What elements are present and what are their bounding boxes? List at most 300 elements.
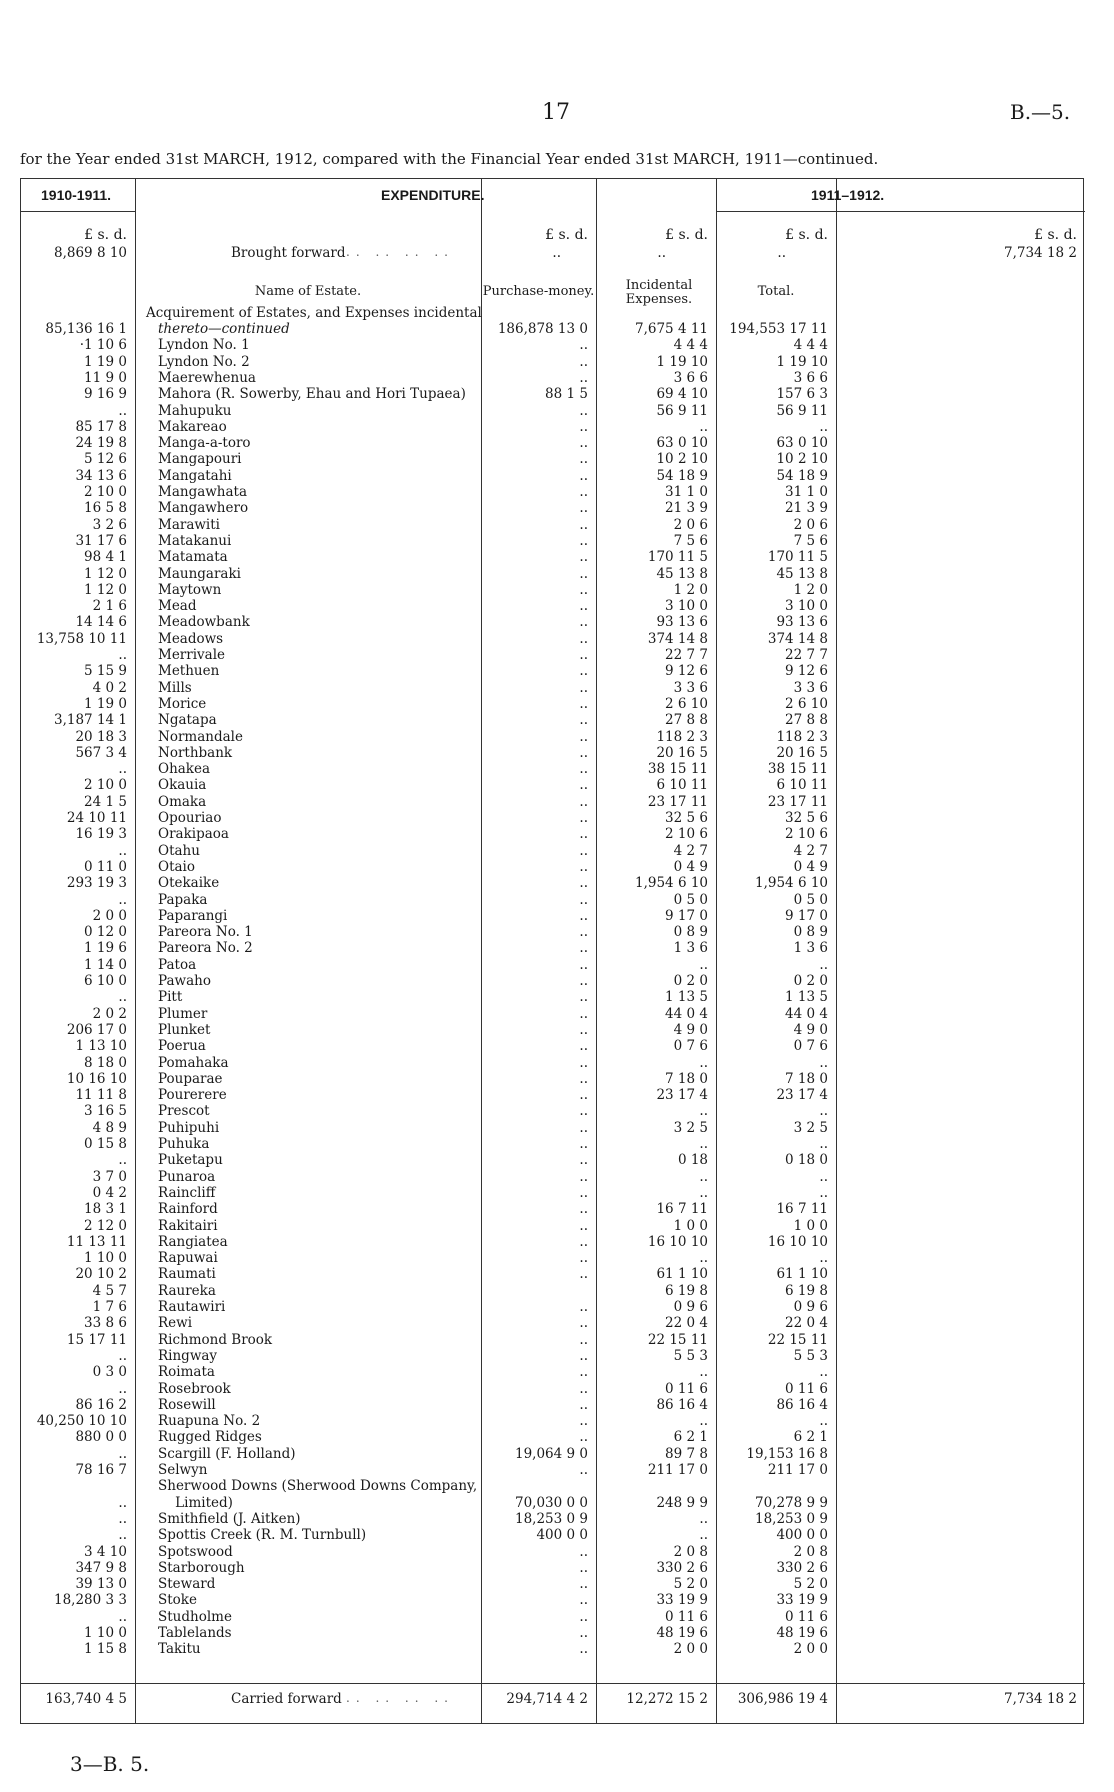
row-incidental-expenses: 7,675 4 11	[635, 321, 708, 337]
row-total: 0 11 6	[785, 1380, 828, 1397]
row-total: ..	[819, 1413, 828, 1430]
row-total: 0 7 6	[793, 1038, 828, 1055]
row-prev-year: 85,136 16 1	[45, 321, 127, 337]
row-purchase-money: ..	[579, 1299, 588, 1315]
row-total: 9 17 0	[785, 907, 828, 924]
row-incidental-expenses: 3 6 6	[673, 369, 708, 386]
row-prev-year: 4 8 9	[92, 1119, 127, 1136]
row-total: 330 2 6	[776, 1559, 828, 1576]
row-incidental-expenses: 1,954 6 10	[635, 875, 708, 892]
expenditure-table	[20, 178, 1084, 1724]
row-estate-name: Pomahaka	[158, 1054, 229, 1071]
row-incidental-expenses: 3 3 6	[673, 679, 708, 696]
row-purchase-money: ..	[579, 1396, 588, 1413]
row-total: 10 2 10	[776, 451, 828, 468]
column-rule	[135, 179, 136, 1723]
row-total: 6 2 1	[793, 1429, 828, 1446]
row-prev-year: 0 15 8	[84, 1136, 127, 1152]
row-estate-name: Okauia	[158, 777, 207, 794]
row-total: 2 0 6	[793, 516, 828, 533]
row-estate-name: Mangapouri	[158, 451, 242, 468]
row-purchase-money: ..	[579, 1184, 588, 1201]
row-total: ..	[819, 956, 828, 973]
carried-forward-incidental: 12,272 15 2	[626, 1691, 708, 1707]
row-purchase-money: ..	[579, 1250, 588, 1267]
row-total: 56 9 11	[776, 402, 828, 419]
row-purchase-money: ..	[579, 973, 588, 989]
carried-forward-curr: 7,734 18 2	[1004, 1691, 1077, 1707]
row-prev-year: 98 4 1	[84, 549, 127, 566]
row-purchase-money: ..	[579, 467, 588, 484]
row-total: ..	[819, 1054, 828, 1071]
row-prev-year: ..	[118, 402, 127, 419]
row-total: 5 5 3	[793, 1347, 828, 1364]
row-estate-name: Pareora No. 2	[158, 940, 253, 957]
row-prev-year: 16 19 3	[75, 826, 127, 843]
row-incidental-expenses: 38 15 11	[647, 761, 708, 778]
row-estate-name: Punaroa	[158, 1168, 216, 1185]
row-purchase-money: ..	[579, 858, 588, 875]
row-total: ..	[819, 1103, 828, 1120]
row-prev-year: 5 12 6	[84, 451, 127, 468]
row-estate-name: Pouparae	[158, 1070, 223, 1087]
row-purchase-money: ..	[579, 1233, 588, 1250]
row-total: 61 1 10	[776, 1266, 828, 1283]
row-incidental-expenses: 4 9 0	[673, 1021, 708, 1038]
name-column-header: Name of Estate.	[254, 284, 362, 299]
row-estate-name: Ringway	[158, 1347, 218, 1364]
row-prev-year: 1 10 0	[84, 1625, 127, 1641]
row-incidental-expenses: 56 9 11	[656, 402, 708, 419]
row-estate-name: Rugged Ridges	[158, 1429, 262, 1446]
row-incidental-expenses: 7 5 6	[673, 532, 708, 549]
row-incidental-expenses: 0 7 6	[673, 1038, 708, 1055]
row-incidental-expenses: 4 4 4	[673, 337, 708, 354]
row-total: 19,153 16 8	[746, 1445, 828, 1462]
row-incidental-expenses: 0 11 6	[665, 1380, 708, 1397]
row-incidental-expenses: ..	[699, 1364, 708, 1381]
row-prev-year: 11 9 0	[84, 369, 127, 386]
row-incidental-expenses: ..	[699, 956, 708, 973]
row-incidental-expenses: 330 2 6	[656, 1559, 708, 1576]
row-estate-name: Rangiatea	[158, 1233, 228, 1250]
row-prev-year: 567 3 4	[75, 744, 127, 761]
row-purchase-money: ..	[579, 1429, 588, 1446]
row-incidental-expenses: 31 1 0	[665, 484, 708, 500]
row-estate-name: Selwyn	[158, 1462, 208, 1478]
row-total: 211 17 0	[767, 1462, 828, 1478]
row-prev-year: 40,250 10 10	[36, 1413, 127, 1430]
row-estate-name: Raumati	[158, 1266, 216, 1283]
row-estate-name: Rosebrook	[158, 1380, 231, 1397]
row-incidental-expenses: 44 0 4	[665, 1005, 708, 1022]
row-estate-name: Meadows	[158, 630, 224, 647]
row-prev-year: ..	[118, 842, 127, 859]
row-prev-year: ..	[118, 1527, 127, 1544]
row-prev-year: 24 19 8	[75, 435, 127, 452]
row-estate-name: Puhipuhi	[158, 1119, 220, 1136]
row-purchase-money: ..	[579, 1380, 588, 1397]
row-purchase-money: ..	[579, 1331, 588, 1348]
row-prev-year: 10 16 10	[66, 1070, 127, 1087]
footer-rule	[21, 1683, 1085, 1684]
row-purchase-money: ..	[579, 369, 588, 386]
row-estate-name: Prescot	[158, 1103, 210, 1120]
row-prev-year: 3 2 6	[92, 516, 127, 533]
row-estate-name: Manga-a-toro	[158, 435, 251, 452]
row-purchase-money: ..	[579, 1543, 588, 1560]
row-total: 16 7 11	[776, 1201, 828, 1218]
row-estate-name: Maytown	[158, 581, 222, 598]
row-purchase-money: ..	[579, 1641, 588, 1658]
row-prev-year: 1 7 6	[92, 1299, 127, 1315]
row-estate-name: Poerua	[158, 1038, 206, 1055]
row-incidental-expenses: ..	[699, 1184, 708, 1201]
section-heading-continued: thereto—continued	[158, 321, 290, 337]
row-estate-name: Spottis Creek (R. M. Turnbull)	[158, 1527, 367, 1544]
row-estate-name: Takitu	[158, 1641, 201, 1658]
total-column-header: Total.	[757, 284, 795, 299]
row-total: 22 0 4	[785, 1315, 828, 1332]
row-total: ..	[819, 418, 828, 435]
row-prev-year: ·1 10 6	[79, 337, 127, 354]
row-total: 6 19 8	[785, 1282, 828, 1299]
row-total: 118 2 3	[776, 728, 828, 745]
row-estate-name: Opouriao	[158, 810, 222, 826]
row-incidental-expenses: 93 13 6	[656, 614, 708, 631]
row-prev-year: 3 7 0	[92, 1168, 127, 1185]
row-prev-year: 34 13 6	[75, 467, 127, 484]
row-prev-year: ..	[118, 1608, 127, 1625]
row-purchase-money: ..	[579, 728, 588, 745]
row-incidental-expenses: 1 19 10	[656, 353, 708, 370]
row-prev-year: 18 3 1	[84, 1201, 127, 1218]
row-estate-name: Richmond Brook	[158, 1331, 273, 1348]
row-estate-name: Lyndon No. 1	[158, 337, 250, 354]
row-total: 48 19 6	[776, 1625, 828, 1641]
row-prev-year: 24 10 11	[66, 810, 127, 826]
row-total: 86 16 4	[776, 1396, 828, 1413]
row-estate-name: Rewi	[158, 1315, 193, 1332]
units-total: £ s. d.	[785, 227, 828, 243]
expenditure-title: EXPENDITURE.	[381, 187, 485, 203]
row-prev-year: 13,758 10 11	[36, 630, 127, 647]
row-estate-name: Papaka	[158, 891, 208, 908]
row-purchase-money: ..	[579, 1070, 588, 1087]
row-incidental-expenses: 23 17 11	[647, 793, 708, 810]
row-incidental-expenses: 1 3 6	[673, 940, 708, 957]
row-prev-year: 1 19 0	[84, 695, 127, 712]
units-incidental: £ s. d.	[665, 227, 708, 243]
row-prev-year: 0 3 0	[92, 1364, 127, 1381]
row-incidental-expenses: ..	[699, 1527, 708, 1544]
row-estate-name: Pawaho	[158, 973, 211, 989]
row-estate-name: Otahu	[158, 842, 200, 859]
row-total: 3 2 5	[793, 1119, 828, 1136]
row-estate-name: Rakitairi	[158, 1217, 218, 1234]
row-purchase-money: ..	[579, 744, 588, 761]
row-incidental-expenses: ..	[699, 1054, 708, 1071]
row-incidental-expenses: ..	[699, 1136, 708, 1152]
row-prev-year: 3 4 10	[84, 1543, 127, 1560]
row-prev-year: ..	[118, 891, 127, 908]
row-incidental-expenses: ..	[699, 1413, 708, 1430]
row-estate-name: Ruapuna No. 2	[158, 1413, 261, 1430]
row-total: 194,553 17 11	[729, 321, 828, 337]
row-estate-name: Tablelands	[158, 1625, 232, 1641]
row-total: ..	[819, 1168, 828, 1185]
row-estate-name: Mead	[158, 598, 197, 615]
row-incidental-expenses: 6 2 1	[673, 1429, 708, 1446]
row-estate-name: Plunket	[158, 1021, 211, 1038]
row-purchase-money: ..	[579, 1005, 588, 1022]
row-total: 32 5 6	[785, 810, 828, 826]
row-estate-name: Methuen	[158, 663, 220, 680]
row-prev-year: ..	[118, 1152, 127, 1169]
row-estate-name: Ohakea	[158, 761, 211, 778]
row-purchase-money: ..	[579, 549, 588, 566]
row-estate-name: Plumer	[158, 1005, 208, 1022]
page-number: 17	[542, 100, 570, 125]
row-incidental-expenses: ..	[699, 1510, 708, 1527]
row-purchase-money: ..	[579, 1201, 588, 1218]
row-incidental-expenses: 0 9 6	[673, 1299, 708, 1315]
units-purchase: £ s. d.	[545, 227, 588, 243]
carried-forward-label: Carried forward	[231, 1691, 342, 1707]
row-prev-year: 347 9 8	[75, 1559, 127, 1576]
units-prev: £ s. d.	[84, 227, 127, 243]
row-incidental-expenses: 0 2 0	[673, 973, 708, 989]
row-purchase-money: ..	[579, 532, 588, 549]
row-purchase-money: 19,064 9 0	[515, 1445, 588, 1462]
row-incidental-expenses: ..	[699, 418, 708, 435]
row-purchase-money: 400 0 0	[536, 1527, 588, 1544]
row-prev-year: 4 5 7	[92, 1282, 127, 1299]
row-purchase-money: ..	[579, 793, 588, 810]
row-incidental-expenses: 27 8 8	[665, 712, 708, 729]
row-incidental-expenses: ..	[699, 1168, 708, 1185]
row-incidental-expenses: 5 2 0	[673, 1576, 708, 1593]
row-prev-year: 20 10 2	[75, 1266, 127, 1283]
row-prev-year: 0 11 0	[84, 858, 127, 875]
row-total: 93 13 6	[776, 614, 828, 631]
row-incidental-expenses: 9 12 6	[665, 663, 708, 680]
row-total: 157 6 3	[776, 386, 828, 403]
row-incidental-expenses: 9 17 0	[665, 907, 708, 924]
row-estate-name: Maerewhenua	[158, 369, 256, 386]
row-estate-name: Otekaike	[158, 875, 220, 892]
row-estate-name: Matakanui	[158, 532, 232, 549]
row-estate-name: Roimata	[158, 1364, 215, 1381]
row-total: 22 15 11	[767, 1331, 828, 1348]
row-prev-year: 8 18 0	[84, 1054, 127, 1071]
row-prev-year: 0 12 0	[84, 924, 127, 941]
row-purchase-money: ..	[579, 842, 588, 859]
row-prev-year: 2 0 0	[92, 907, 127, 924]
row-purchase-money: ..	[579, 1266, 588, 1283]
row-purchase-money: ..	[579, 500, 588, 517]
row-total: 1 13 5	[785, 989, 828, 1006]
row-total: ..	[819, 1250, 828, 1267]
purchase-column-header: Purchase-money.	[482, 284, 595, 299]
row-prev-year: 2 12 0	[84, 1217, 127, 1234]
row-total: 9 12 6	[785, 663, 828, 680]
row-purchase-money: ..	[579, 1364, 588, 1381]
leader-dots: .. .. .. ..	[346, 245, 454, 259]
units-curr: £ s. d.	[1034, 227, 1077, 243]
row-purchase-money: ..	[579, 581, 588, 598]
row-purchase-money: ..	[579, 1103, 588, 1120]
row-incidental-expenses: 170 11 5	[647, 549, 708, 566]
row-purchase-money: ..	[579, 337, 588, 354]
row-purchase-money: ..	[579, 1315, 588, 1332]
row-prev-year: 880 0 0	[75, 1429, 127, 1446]
row-prev-year: 31 17 6	[75, 532, 127, 549]
row-total: 5 2 0	[793, 1576, 828, 1593]
row-incidental-expenses: 45 13 8	[656, 565, 708, 582]
row-purchase-money: ..	[579, 353, 588, 370]
row-estate-name: Merrivale	[158, 647, 226, 663]
row-estate-name: Raincliff	[158, 1184, 216, 1201]
row-total: 63 0 10	[776, 435, 828, 452]
row-prev-year: 86 16 2	[75, 1396, 127, 1413]
row-purchase-money: ..	[579, 1608, 588, 1625]
row-prev-year: ..	[118, 1347, 127, 1364]
row-incidental-expenses: 48 19 6	[656, 1625, 708, 1641]
row-prev-year: ..	[118, 1510, 127, 1527]
row-purchase-money: ..	[579, 1559, 588, 1576]
row-estate-name: Patoa	[158, 956, 197, 973]
row-purchase-money: ..	[579, 1119, 588, 1136]
row-incidental-expenses: 118 2 3	[656, 728, 708, 745]
row-prev-year: ..	[118, 1445, 127, 1462]
row-purchase-money: ..	[579, 695, 588, 712]
row-prev-year: 9 16 9	[84, 386, 127, 403]
row-incidental-expenses: 89 7 8	[665, 1445, 708, 1462]
row-estate-name: Lyndon No. 2	[158, 353, 250, 370]
row-estate-name: Makareao	[158, 418, 227, 435]
row-prev-year: 2 1 6	[92, 598, 127, 615]
row-total: 0 11 6	[785, 1608, 828, 1625]
row-incidental-expenses: 61 1 10	[656, 1266, 708, 1283]
row-incidental-expenses: 2 6 10	[665, 695, 708, 712]
row-prev-year: ..	[118, 1494, 127, 1511]
row-purchase-money: ..	[579, 1576, 588, 1593]
row-total: ..	[819, 1364, 828, 1381]
row-estate-name: Mills	[158, 679, 192, 696]
row-purchase-money: ..	[579, 435, 588, 452]
row-estate-name: Stoke	[158, 1592, 197, 1609]
row-prev-year: 20 18 3	[75, 728, 127, 745]
row-total: 70,278 9 9	[755, 1494, 828, 1511]
row-purchase-money: ..	[579, 565, 588, 582]
row-incidental-expenses: 20 16 5	[656, 744, 708, 761]
row-estate-name: Rainford	[158, 1201, 218, 1218]
row-incidental-expenses: 21 3 9	[665, 500, 708, 517]
row-purchase-money: ..	[579, 1217, 588, 1234]
section-heading: Acquirement of Estates, and Expenses incidental	[146, 305, 482, 321]
row-prev-year: 1 19 0	[84, 353, 127, 370]
brought-forward-purchase: ..	[552, 245, 561, 261]
row-total: 33 19 9	[776, 1592, 828, 1609]
brought-forward-label: Brought forward	[231, 245, 346, 261]
row-incidental-expenses: 63 0 10	[656, 435, 708, 452]
row-total: 4 9 0	[793, 1021, 828, 1038]
row-estate-name: Normandale	[158, 728, 243, 745]
row-prev-year: 1 12 0	[84, 581, 127, 598]
row-prev-year: 14 14 6	[75, 614, 127, 631]
row-prev-year: 16 5 8	[84, 500, 127, 517]
row-incidental-expenses: 32 5 6	[665, 810, 708, 826]
row-total: 0 9 6	[793, 1299, 828, 1315]
row-incidental-expenses: 6 10 11	[656, 777, 708, 794]
row-purchase-money: ..	[579, 516, 588, 533]
row-incidental-expenses: 248 9 9	[656, 1494, 708, 1511]
row-prev-year: 39 13 0	[75, 1576, 127, 1593]
row-purchase-money: ..	[579, 826, 588, 843]
row-total: 27 8 8	[785, 712, 828, 729]
row-prev-year: 293 19 3	[66, 875, 127, 892]
row-total: 1 3 6	[793, 940, 828, 957]
row-total: 2 0 0	[793, 1641, 828, 1658]
row-total: 0 8 9	[793, 924, 828, 941]
row-total: 2 0 8	[793, 1543, 828, 1560]
incidental-column-header: Incidental Expenses.	[625, 278, 693, 307]
row-incidental-expenses: 4 2 7	[673, 842, 708, 859]
row-prev-year: 1 14 0	[84, 956, 127, 973]
row-purchase-money: ..	[579, 1168, 588, 1185]
row-total: 0 4 9	[793, 858, 828, 875]
row-prev-year: ..	[118, 647, 127, 663]
prev-year-header: 1910-1911.	[41, 187, 112, 203]
row-total: 3 6 6	[793, 369, 828, 386]
row-total: 1,954 6 10	[755, 875, 828, 892]
row-purchase-money: 88 1 5	[545, 386, 588, 403]
row-purchase-money: ..	[579, 598, 588, 615]
row-prev-year: 1 13 10	[75, 1038, 127, 1055]
row-prev-year: 1 15 8	[84, 1641, 127, 1658]
row-total: 1 19 10	[776, 353, 828, 370]
row-estate-name: Rosewill	[158, 1396, 216, 1413]
row-total: 6 10 11	[776, 777, 828, 794]
row-prev-year: 18,280 3 3	[54, 1592, 127, 1609]
row-purchase-money: ..	[579, 810, 588, 826]
row-estate-name: Scargill (F. Holland)	[158, 1445, 296, 1462]
row-incidental-expenses: 23 17 4	[656, 1087, 708, 1104]
row-incidental-expenses: 211 17 0	[647, 1462, 708, 1478]
row-purchase-money: ..	[579, 663, 588, 680]
curr-year-header: 1911–1912.	[811, 187, 885, 203]
brought-forward-total: ..	[777, 245, 786, 261]
row-prev-year: 1 19 6	[84, 940, 127, 957]
row-estate-name: Otaio	[158, 858, 195, 875]
row-estate-name: Puhuka	[158, 1136, 210, 1152]
row-incidental-expenses: 54 18 9	[656, 467, 708, 484]
carried-forward-total: 306,986 19 4	[737, 1691, 828, 1707]
row-total: 374 14 8	[767, 630, 828, 647]
brought-forward-prev: 8,869 8 10	[54, 245, 127, 261]
leader-dots: .. .. .. ..	[346, 1691, 454, 1705]
row-estate-name: Pitt	[158, 989, 183, 1006]
row-incidental-expenses: 1 2 0	[673, 581, 708, 598]
row-purchase-money: ..	[579, 630, 588, 647]
row-incidental-expenses: 0 8 9	[673, 924, 708, 941]
row-estate-name: Mangatahi	[158, 467, 232, 484]
row-total: 31 1 0	[785, 484, 828, 500]
row-incidental-expenses: 2 10 6	[665, 826, 708, 843]
row-total: 1 0 0	[793, 1217, 828, 1234]
row-total: 20 16 5	[776, 744, 828, 761]
